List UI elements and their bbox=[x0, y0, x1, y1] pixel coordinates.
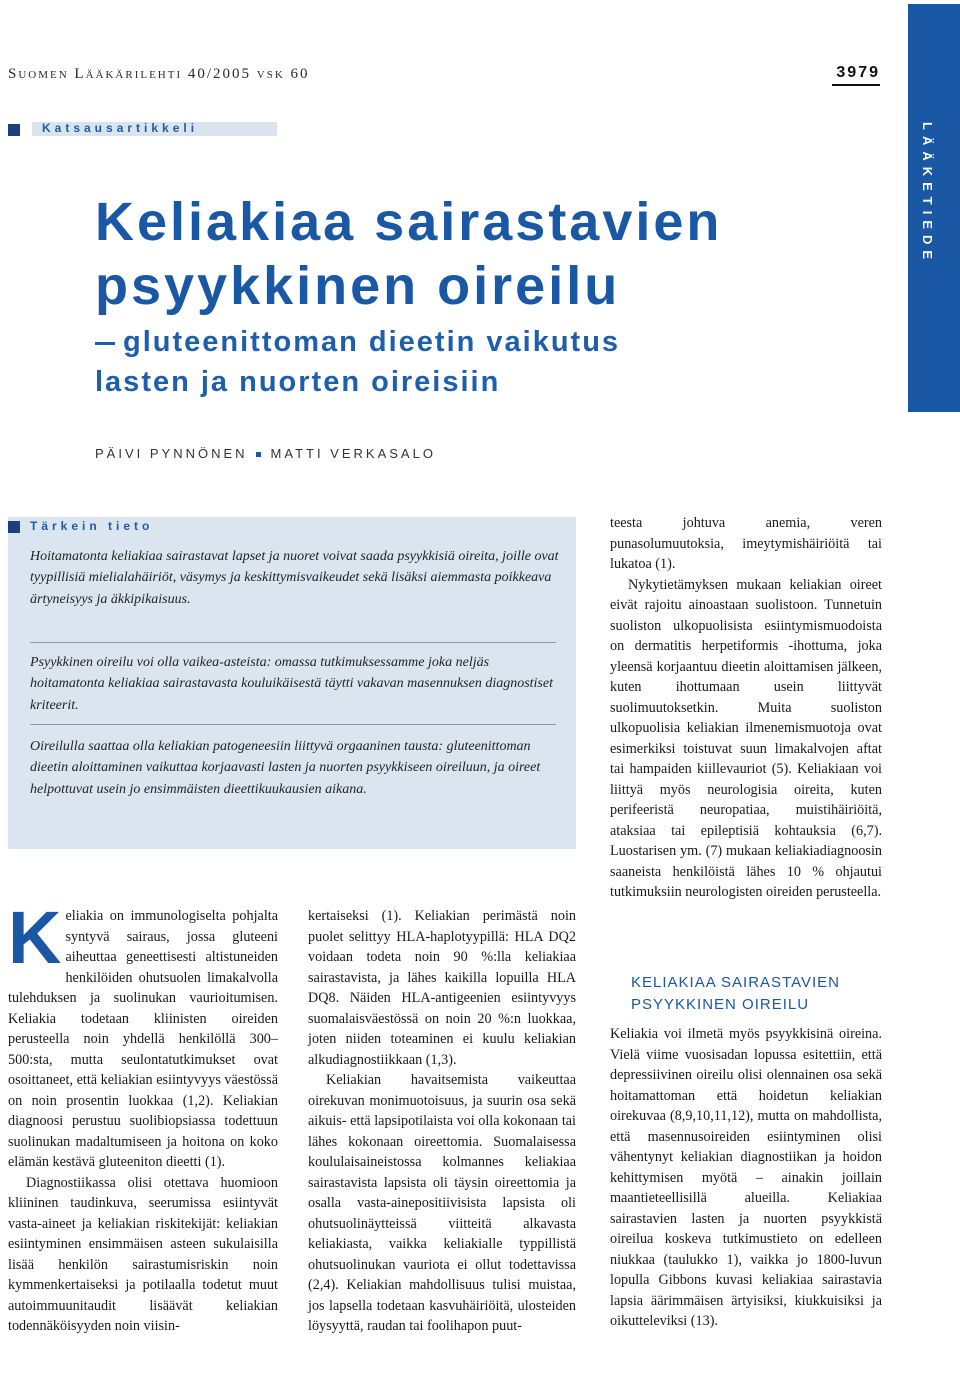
title-line-1: Keliakiaa sairastavien bbox=[95, 192, 723, 252]
body-column-2 bbox=[308, 906, 576, 1337]
body-column-3-top bbox=[610, 513, 882, 903]
body-paragraph bbox=[8, 896, 278, 1173]
drop-cap: K bbox=[8, 896, 62, 979]
key-points-heading: Tärkein tieto bbox=[30, 519, 154, 533]
body-paragraph: Nykytietämyksen mukaan keliakian oireet eivät rajoitu ainoastaan suolistoon. Tunnetuin suoliston ulkopuolisista esiintymismuodoista on dermatitis herpetiformis -ihottuma, joka yleensä korjaantuu dieetin aloittamisen jälkeen, kuten ihottumaan usein liittyvät suolimuutoksetkin. Muita suoliston ulkopuolisia keliakian ilmenemismuotoja ovat esimerkiksi toistuvat suun limakalvojen aftat tai hampaiden kiillevauriot (5). Keliakiaan voi liittyä myös neurologisia oireita, kuten perifeeristä neuropatiaa, muistihäiriöitä, ataksiaa tai epileptisiä kohtauksia (6,7). Luostarisen ym. (7) mukaan keliakiadiagnoosin saaneista henkilöistä lähes 10 % ohjautui tutkimuksiin neurologisten oireiden perusteella. bbox=[610, 576, 882, 900]
key-points-divider bbox=[30, 642, 556, 643]
body-column-3-bottom bbox=[610, 1024, 882, 1332]
section-marker-square bbox=[8, 124, 20, 136]
body-paragraph: kertaiseksi (1). Keliakian perimästä noin puolet selittyy HLA-haplotyypillä: HLA DQ2 voidaan todeta noin 90 %:lla keliakiaa sairastavista, ja lähes kaikilla lopuilla HLA DQ8. Näiden HLA-antigeenien esiintyvyys suomalaisväestössä on noin 20 %:n luokkaa, joten niiden toteaminen ei kuulu keliakian alkudiagnostiikkaan (1,3). bbox=[308, 908, 576, 1068]
key-points-marker-square bbox=[8, 521, 20, 533]
subtitle-line-1: gluteenittoman dieetin vaikutus bbox=[123, 326, 621, 358]
key-point-3: Oireilulla saattaa olla keliakian patogeneesiin liittyvä orgaaninen tausta: gluteenittoman dieetin aloittaminen vaikuttaa korjaavasti lasten ja nuorten psyykkiseen oireiluun, ja oireet helpottuvat usein jo ensimmäisten dieettikuukausien aikana. bbox=[30, 739, 541, 797]
author-1: PÄIVI PYNNÖNEN bbox=[95, 446, 248, 461]
subheading-line-2: PSYYKKINEN OIREILU bbox=[631, 996, 810, 1013]
key-point-1: Hoitamatonta keliakiaa sairastavat lapset ja nuoret voivat saada psyykkisiä oireita, joille ovat tyypillisiä mielialahäiriöt, väsymys ja keskittymisvaikeudet sekä lisäksi aiemmasta poikkeava ärtyneisyys ja äkkipikaisuus. bbox=[30, 549, 559, 607]
author-2: MATTI VERKASALO bbox=[270, 446, 436, 461]
body-column-1 bbox=[8, 896, 278, 1337]
subheading-line-1: KELIAKIAA SAIRASTAVIEN bbox=[631, 974, 841, 991]
paragraph-text: eliakia on immunologiselta pohjalta syntyvä sairaus, jossa gluteeni aiheuttaa geneettisesti altistuneiden henkilöiden ohutsuolen limakalvolla tulehduksen ja suolinukan vaurioitumisen. Keliakia todetaan kliinisten oireiden perusteella noin yhdellä henkilöllä 300–500:sta, mutta seulontatutkimukset ovat osoittaneet, että keliakian esiintyvyys väestössä on noin prosentin luokkaa (1,2). Keliakian diagnoosi perustuu suolibiopsiassa todettuun suolinukan madaltumiseen ja hoitona on koko elämän kestävä gluteeniton dieetti (1). bbox=[8, 908, 278, 1170]
journal-name: Suomen Lääkärilehti 40/2005 vsk 60 bbox=[8, 66, 310, 82]
body-paragraph: teesta johtuva anemia, veren punasolumuutoksia, imeytymishäiriöitä tai lukatoa (1). bbox=[610, 515, 882, 572]
side-tab-label: LÄÄKETIEDE bbox=[920, 122, 935, 266]
key-points-divider bbox=[30, 724, 556, 725]
section-side-tab bbox=[908, 4, 960, 412]
key-point-2: Psyykkinen oireilu voi olla vaikea-asteista: omassa tutkimuksessamme joka neljäs hoitamatonta keliakiaa sairastavasta kouluikäisestä täytti vakavan masennuksen diagnostiset kriteerit. bbox=[30, 655, 553, 713]
page-number: 3979 bbox=[836, 64, 880, 81]
author-separator bbox=[256, 452, 261, 457]
article-title bbox=[95, 190, 722, 318]
page-number-rule bbox=[832, 84, 880, 86]
section-label: Katsausartikkeli bbox=[42, 121, 199, 135]
body-paragraph: Keliakian havaitsemista vaikeuttaa oirekuvan monimuotoisuus, ja suurin osa sekä aikuis- että lapsipotilaista voi olla kokonaan tai lähes kokonaan oireettomia. Suomalaisessa koululaisaineistossa kolmannes keliakiaa sairastavista lapsista oli täysin oireettomia ja osalla vasta-ainepositiivisista lapsista oli ohutsuolinäytteissä viitteitä alkavasta keliakiasta, vaikka keliakialle typpillistä ohutsuolinukan vauriota ei ollut todettavissa (2,4). Keliakian mahdollisuus tulisi muistaa, jos lapsella todetaan kasvuhäiriöitä, ulosteiden löysyyttä, raudan tai foolihapon puut- bbox=[308, 1072, 576, 1334]
article-subtitle bbox=[95, 322, 620, 402]
author-line bbox=[95, 446, 436, 461]
title-line-2: psyykkinen oireilu bbox=[95, 256, 621, 316]
section-subheading bbox=[631, 972, 840, 1016]
body-paragraph: Keliakia voi ilmetä myös psyykkisinä oireina. Vielä viime vuosisadan lopussa esitettiin, että depressiivinen oireilu olisi olennainen osa sekä hoitamattoman että hoidetun keliakian oirekuvaa (8,9,10,11,12), mutta on mahdollista, että masennusoireiden esiintyminen olisi vähentynyt keliakian diagnostiikan ja hoidon kehittymisen myötä – ainakin joillain maantieteellisillä alueilla. Keliakiaa sairastavien lasten ja nuorten psyykkistä oireilua koskeva tutkimustieto on edelleen niukkaa (taulukko 1), vaikka jo 1800-luvun lopulla Gibbons kuvasi keliakiaa sairastavia lapsia äärimmäisen ärtyisiksi, kiukkuisiksi ja oikutteleviksi (13). bbox=[610, 1026, 882, 1329]
subtitle-line-2: lasten ja nuorten oireisiin bbox=[95, 366, 501, 398]
subtitle-dash bbox=[95, 342, 115, 345]
body-paragraph: Diagnostiikassa olisi otettava huomioon kliininen taudinkuva, seerumissa esiintyvät vasta-aineet ja keliakian riskitekijät: keliakian esiintyminen ensimmäisen asteen sukulaisilla lisää henkilön sairastumisriskin noin kymmenkertaiseksi ja potilaalla todetut muut autoimmuunitaudit lisäävät keliakian todennäköisyyden noin viisin- bbox=[8, 1174, 278, 1334]
